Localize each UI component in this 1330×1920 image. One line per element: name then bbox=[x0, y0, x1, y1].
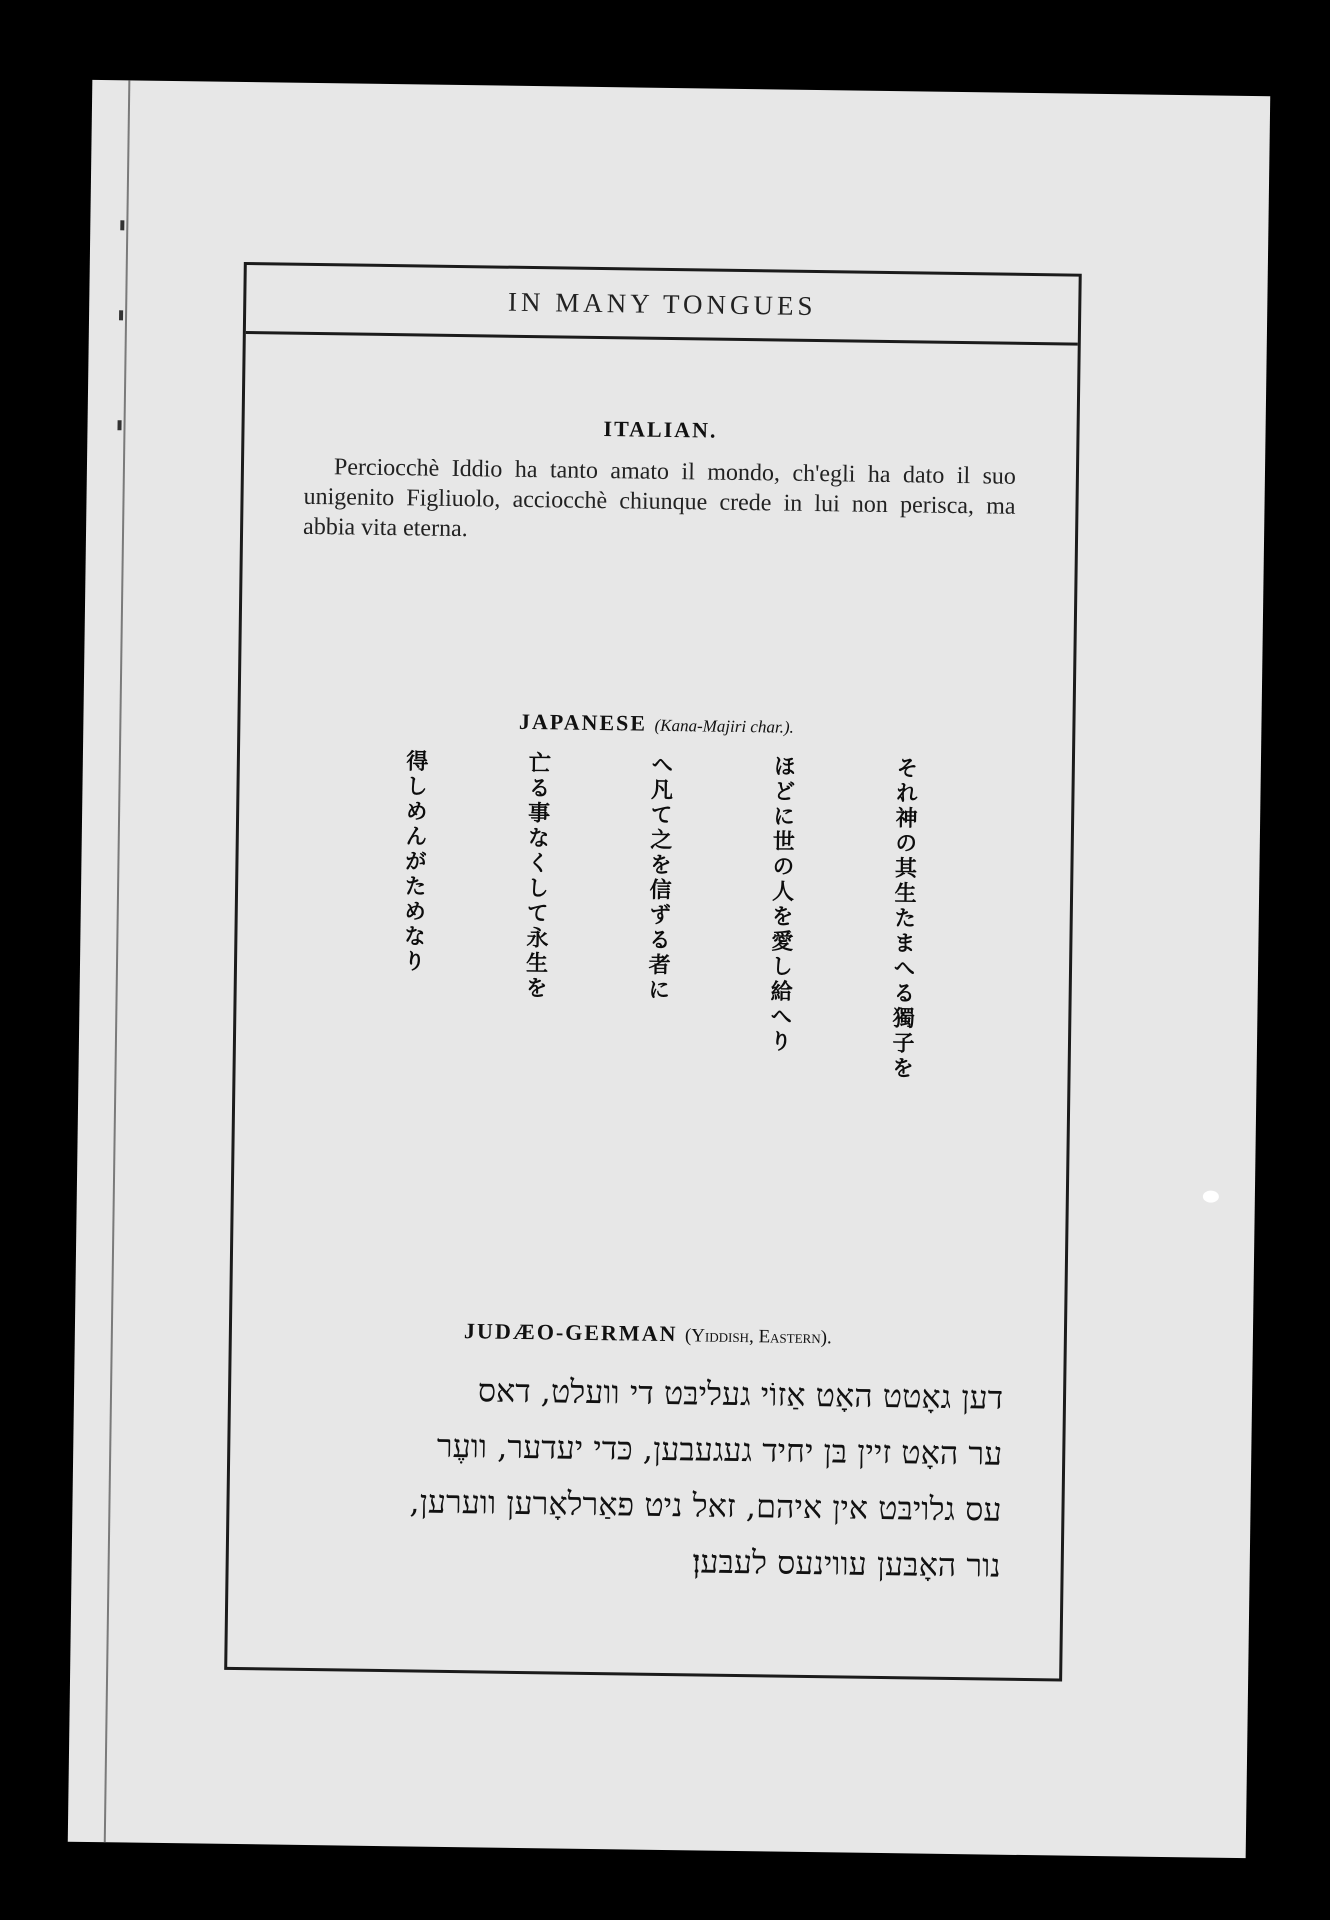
japanese-heading-text: JAPANESE bbox=[518, 708, 648, 736]
running-header bbox=[246, 265, 1079, 346]
japanese-column: へ凡て之を信ずる者に bbox=[644, 752, 674, 1004]
japanese-column: 得しめんがためなり bbox=[399, 749, 429, 975]
japanese-column: それ神の其生たまへる獨子を bbox=[888, 756, 918, 1082]
gutter-mark bbox=[119, 310, 123, 320]
yiddish-text bbox=[288, 1360, 1003, 1594]
japanese-text bbox=[394, 749, 920, 1186]
italian-text: Perciocchè Iddio ha tanto amato il mondo, ch'egli ha dato il suo unigenito Figliuolo, acciocchè chiunque crede in lui non perisca, ma abbia vita eterna. bbox=[302, 454, 1017, 543]
book-page bbox=[68, 80, 1270, 1858]
yiddish-line: דען גאָטט האָט אַזוֹי געליבּט די וועלט, דאס bbox=[477, 1371, 1004, 1417]
yiddish-heading-text: JUDÆO-GERMAN bbox=[463, 1318, 678, 1347]
gutter-mark bbox=[120, 220, 124, 230]
paper-blemish bbox=[1203, 1190, 1219, 1202]
running-header-title: IN MANY TONGUES bbox=[507, 286, 817, 321]
italian-heading-text: ITALIAN. bbox=[603, 416, 718, 443]
gutter-mark bbox=[117, 420, 121, 430]
yiddish-line: נור האָבּען עווינעס לעבּען׃ bbox=[691, 1542, 1001, 1585]
yiddish-line: עס גלויבּט אין איהם, זאל ניט פאַרלאָרען ווערען, bbox=[409, 1482, 1002, 1529]
japanese-column: ほどに世の人を愛し給へり bbox=[766, 754, 796, 1055]
page-frame bbox=[224, 262, 1082, 1682]
yiddish-line: ער האָט זיין בּן יחיד געגעבען, כּדי יעדער, וועֶר bbox=[436, 1426, 1003, 1473]
yiddish-heading bbox=[232, 1315, 1064, 1353]
italian-heading bbox=[244, 411, 1076, 449]
japanese-column: 亡る事なくして永生を bbox=[522, 750, 551, 1002]
yiddish-heading-note: (Yiddish, Eastern). bbox=[684, 1325, 832, 1349]
page-gutter bbox=[104, 80, 131, 1842]
japanese-heading bbox=[240, 705, 1072, 743]
japanese-heading-note: (Kana-Majiri char.). bbox=[654, 715, 794, 737]
